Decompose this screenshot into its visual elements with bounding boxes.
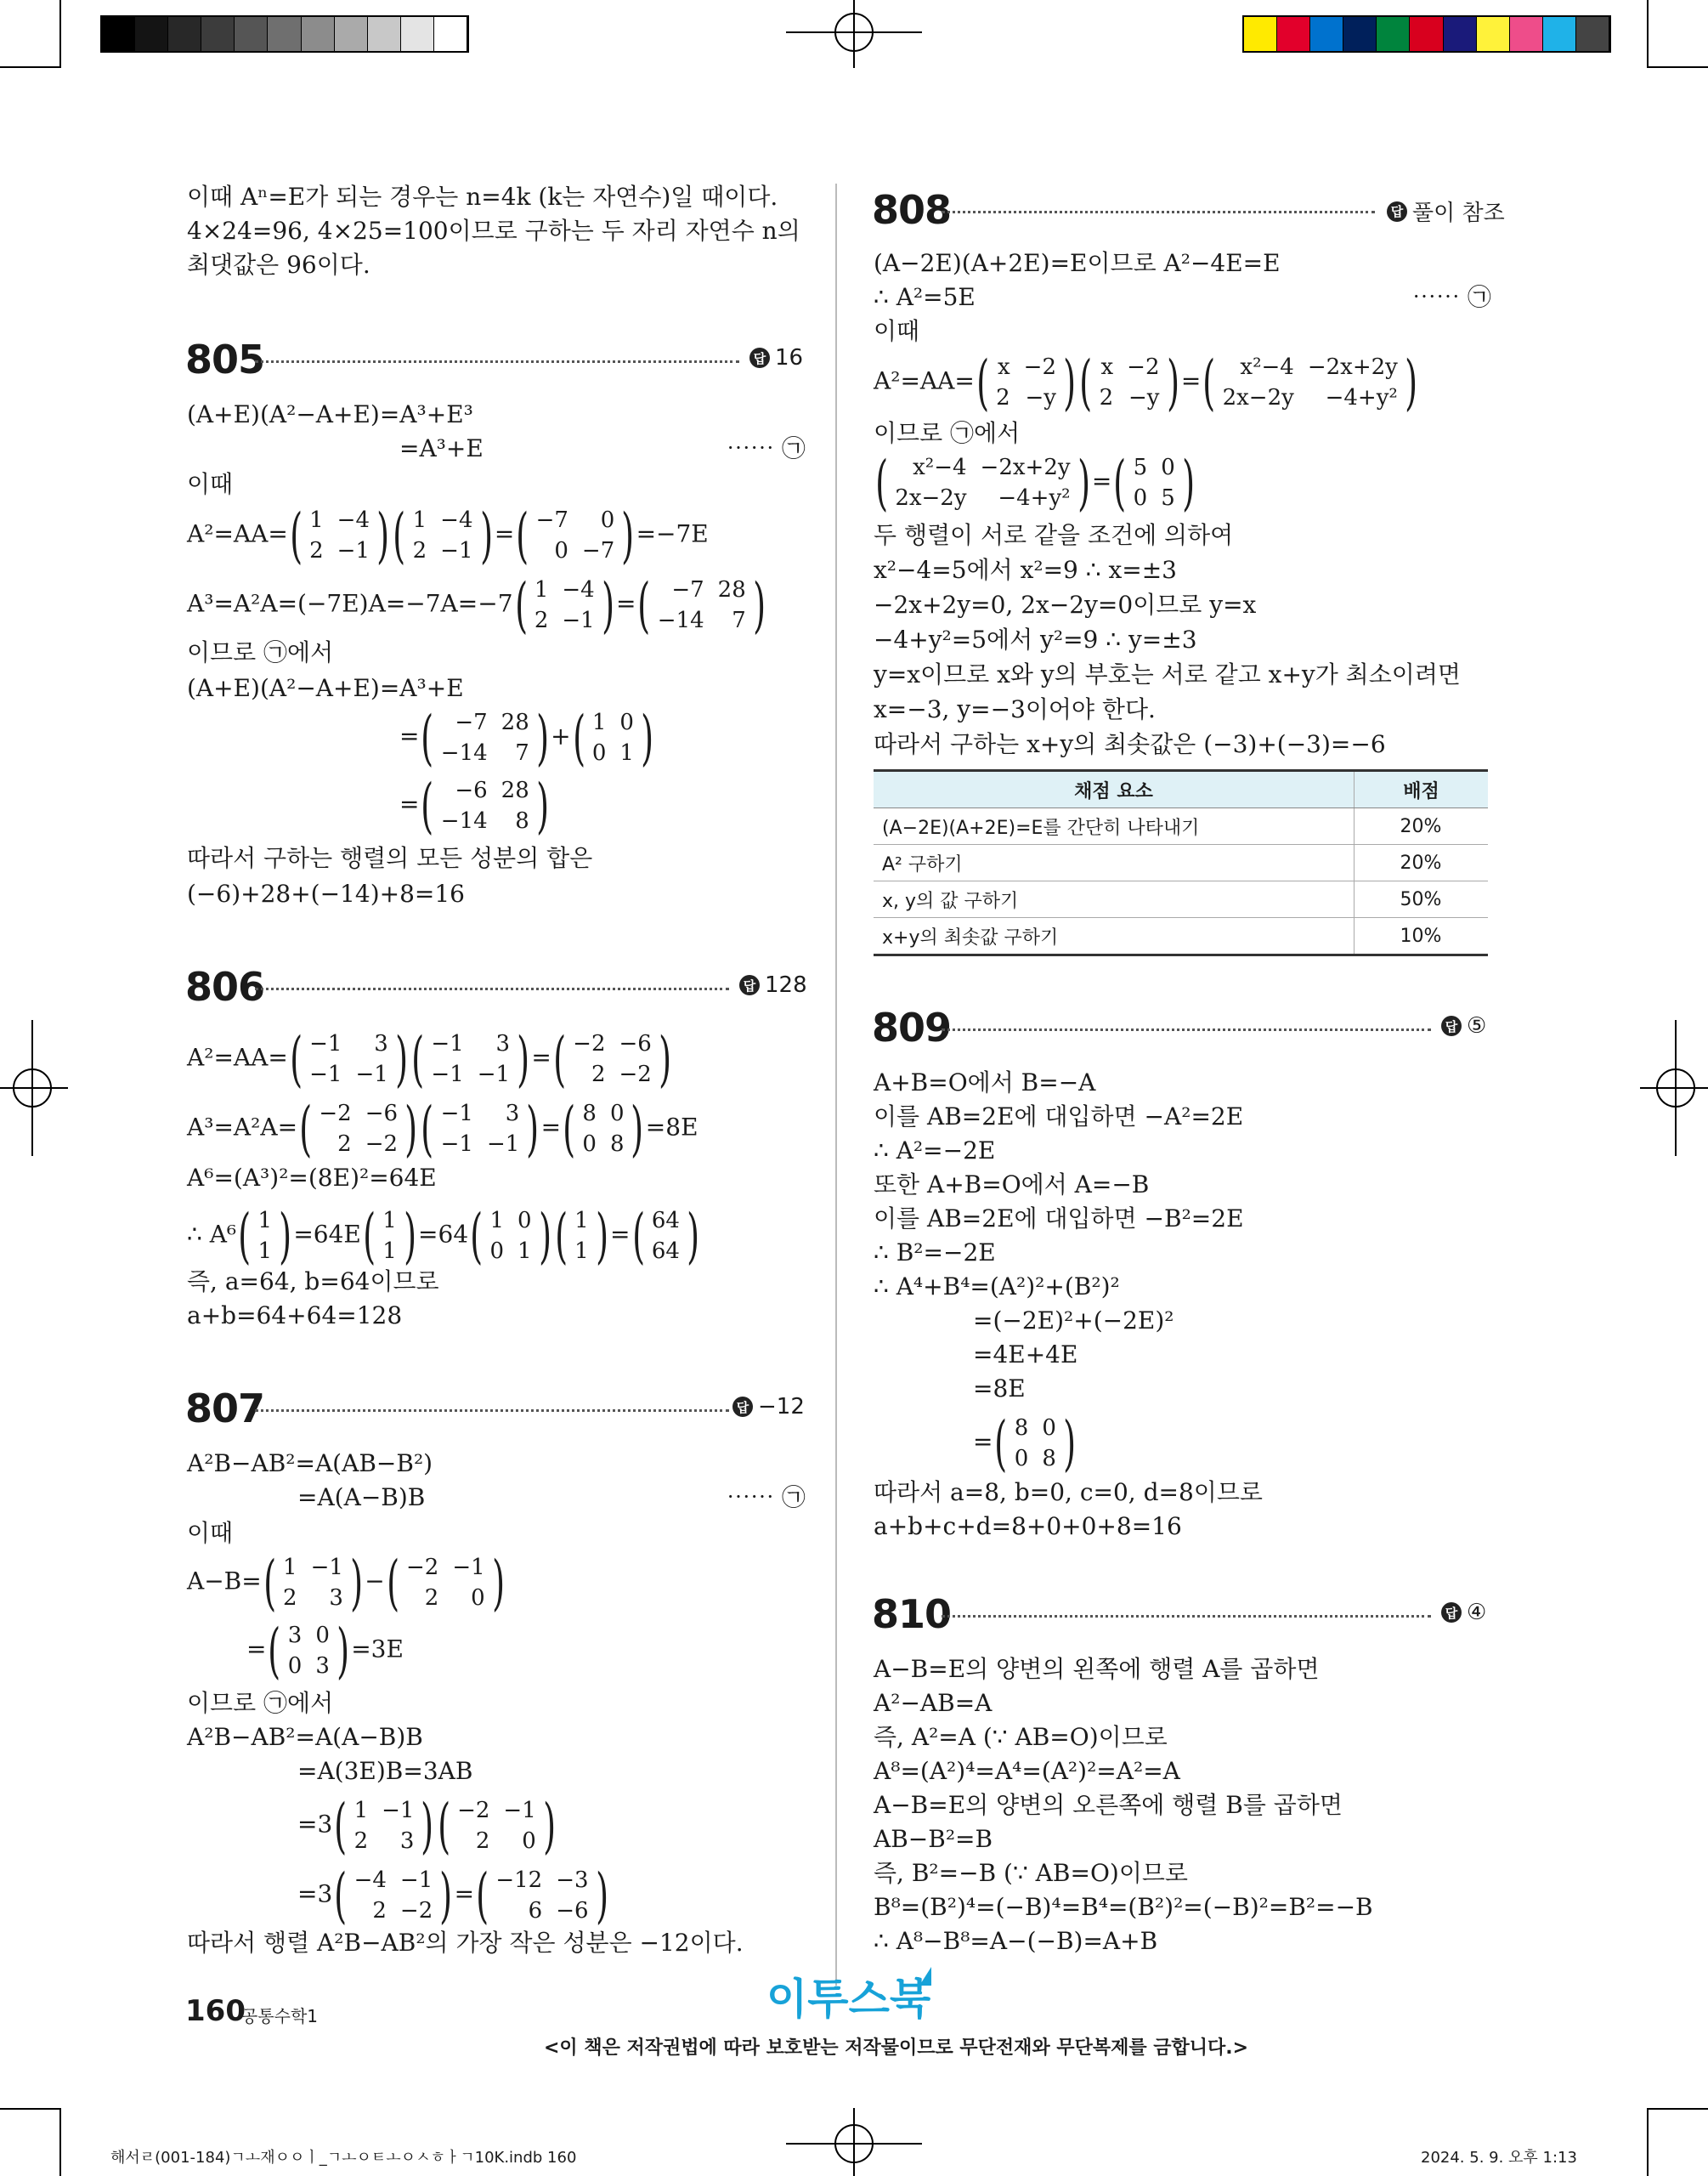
matrix: ( 1 −4 2 −1 ) bbox=[514, 570, 614, 640]
color-swatch bbox=[235, 17, 268, 51]
q808-eq-a2: A²=AA= ( x −2 2 −y ) ( x −2 2 −y ) = ( x²−4 −2x+2y 2x−2y −4+y² ) bbox=[874, 348, 1418, 417]
q810-line-4: A⁸=(A²)⁴=A⁴=(A²)²=A²=A bbox=[874, 1757, 1180, 1785]
q806-eq-a2: A²=AA= ( −1 3 −1 −1 ) ( −1 3 −1 −1 ) = ( −2 −6 2 −2 ) bbox=[187, 1024, 671, 1094]
question-number-808: 808 bbox=[872, 187, 952, 233]
matrix: ( −7 28 −14 7 ) bbox=[637, 570, 766, 640]
q807-line-3: 이때 bbox=[187, 1519, 234, 1547]
q807-line-2: =A(A−B)B bbox=[297, 1483, 426, 1511]
table-row: x, y의 값 구하기 50% bbox=[874, 881, 1488, 918]
color-swatch bbox=[1444, 17, 1477, 51]
q808-line-5: 이므로 ㉠에서 bbox=[874, 419, 1021, 447]
matrix: ( 1 0 0 1 ) bbox=[470, 1201, 551, 1271]
q806-line-3: A⁶=(A³)²=(8E)²=64E bbox=[187, 1164, 437, 1192]
answer-806 bbox=[739, 972, 807, 998]
column-divider bbox=[835, 184, 837, 1986]
scoring-table bbox=[874, 769, 1488, 956]
q805-eq-sum: = ( −7 28 −14 7 ) + ( 1 0 0 1 ) bbox=[399, 703, 654, 773]
q805-line-7: (A+E)(A²−A+E)=A³+E bbox=[187, 674, 464, 702]
q810-line-3: 즉, A²=A (∵ AB=O)이므로 bbox=[874, 1723, 1168, 1751]
q807-line-8: =A(3E)B=3AB bbox=[297, 1757, 473, 1785]
question-number-809: 809 bbox=[872, 1005, 952, 1051]
scoring-header-criteria: 채점 요소 bbox=[874, 771, 1355, 808]
color-swatch bbox=[1377, 17, 1410, 51]
matrix: ( 1 −1 2 3 ) bbox=[263, 1548, 364, 1618]
matrix: ( −1 3 −1 −1 ) bbox=[411, 1024, 530, 1094]
logo-flag-icon bbox=[919, 1967, 931, 1986]
q809-line-11: a+b+c+d=8+0+0+8=16 bbox=[874, 1512, 1182, 1540]
q806-eq-a6: ∴ A⁶ ( 1 1 ) =64E ( 1 1 ) =64 ( 1 0 0 1 ) ( 1 1 ) = ( 64 64 ) bbox=[187, 1201, 700, 1271]
intro-line-3: 최댓값은 96이다. bbox=[187, 251, 370, 279]
table-row: (A−2E)(A+2E)=E를 간단히 나타내기 20% bbox=[874, 808, 1488, 845]
q807-line-11: 따라서 행렬 A²B−AB²의 가장 작은 성분은 −12이다. bbox=[187, 1929, 744, 1957]
q805-mark: ⋯⋯ ㉠ bbox=[727, 434, 806, 462]
color-swatch bbox=[1343, 17, 1377, 51]
q808-line-2: ∴ A²=5E bbox=[874, 283, 976, 311]
matrix: ( −2 −6 2 −2 ) bbox=[299, 1094, 418, 1164]
color-swatch bbox=[1576, 17, 1609, 51]
question-number-806: 806 bbox=[185, 964, 265, 1010]
table-row: x+y의 최솟값 구하기 10% bbox=[874, 918, 1488, 955]
question-number-807: 807 bbox=[185, 1386, 265, 1431]
q806-eq-a3: A³=A²A= ( −2 −6 2 −2 ) ( −1 3 −1 −1 ) = ( 8 0 0 8 ) =8E bbox=[187, 1094, 698, 1164]
color-swatch bbox=[1244, 17, 1277, 51]
matrix: ( −1 3 −1 −1 ) bbox=[289, 1024, 408, 1094]
matrix: ( 8 0 0 8 ) bbox=[994, 1408, 1077, 1478]
q809-cont-3: =8E bbox=[973, 1374, 1026, 1402]
q805-line-8: 따라서 구하는 행렬의 모든 성분의 합은 bbox=[187, 844, 593, 872]
color-swatch bbox=[1277, 17, 1310, 51]
answer-807 bbox=[732, 1394, 805, 1420]
color-swatch bbox=[1310, 17, 1343, 51]
q808-line-13: 따라서 구하는 x+y의 최솟값은 (−3)+(−3)=−6 bbox=[874, 730, 1386, 758]
q805-eq-a3: A³=A²A=(−7E)A=−7A=−7 ( 1 −4 2 −1 ) = ( −7 28 −14 7 ) bbox=[187, 570, 766, 640]
answer-badge-icon: 답 bbox=[1441, 1016, 1462, 1036]
answer-badge-icon: 답 bbox=[1387, 201, 1407, 222]
q809-line-7: ∴ A⁴+B⁴=(A²)²+(B²)² bbox=[874, 1272, 1120, 1300]
color-swatch bbox=[102, 17, 135, 51]
answer-809-value: ⑤ bbox=[1467, 1013, 1487, 1039]
matrix: ( −2 −1 2 0 ) bbox=[386, 1548, 505, 1618]
q807-eq-3e: = ( 3 0 0 3 ) =3E bbox=[246, 1616, 404, 1686]
q808-line-12: x=−3, y=−3이어야 한다. bbox=[874, 695, 1156, 723]
matrix: ( x²−4 −2x+2y 2x−2y −4+y² ) bbox=[1202, 348, 1418, 417]
color-swatch bbox=[302, 17, 335, 51]
q807-eq-result: =3 ( −4 −1 2 −2 ) = ( −12 −3 6 −6 ) bbox=[297, 1861, 608, 1930]
color-swatch bbox=[1477, 17, 1510, 51]
q805-line-9: (−6)+28+(−14)+8=16 bbox=[187, 880, 465, 908]
book-title: 공통수학1 bbox=[241, 2006, 319, 2026]
matrix: ( 1 −4 2 −1 ) bbox=[393, 501, 493, 570]
matrix: ( x²−4 −2x+2y 2x−2y −4+y² ) bbox=[875, 448, 1090, 518]
registration-mark-left-icon bbox=[0, 1020, 68, 1156]
q807-mark: ⋯⋯ ㉠ bbox=[727, 1483, 806, 1511]
table-row: A² 구하기 20% bbox=[874, 845, 1488, 881]
q807-eq-product: =3 ( 1 −1 2 3 ) ( −2 −1 2 0 ) bbox=[297, 1791, 556, 1861]
scoring-header-points: 배점 bbox=[1355, 771, 1489, 808]
q805-line-3: 이때 bbox=[187, 470, 234, 498]
intro-line-1: 이때 Aⁿ=E가 되는 경우는 n=4k (k는 자연수)일 때이다. bbox=[187, 183, 778, 211]
matrix: ( 3 0 0 3 ) bbox=[268, 1616, 350, 1686]
dotted-leader bbox=[942, 1615, 1431, 1618]
q805-line-1: (A+E)(A²−A+E)=A³+E³ bbox=[187, 400, 473, 428]
answer-badge-icon: 답 bbox=[739, 975, 760, 995]
q808-line-8: x²−4=5에서 x²=9 ∴ x=±3 bbox=[874, 556, 1177, 584]
dotted-leader bbox=[255, 988, 729, 990]
color-swatch bbox=[1510, 17, 1543, 51]
q807-eq-diff: A−B= ( 1 −1 2 3 ) − ( −2 −1 2 0 ) bbox=[187, 1548, 505, 1618]
q809-line-10: 따라서 a=8, b=0, c=0, d=8이므로 bbox=[874, 1478, 1263, 1506]
answer-807-value: −12 bbox=[758, 1394, 805, 1420]
copyright-notice: <이 책은 저작권법에 따라 보호받는 저작물이므로 무단전재와 무단복제를 금합니다.> bbox=[544, 2037, 1249, 2059]
q807-line-7: A²B−AB²=A(A−B)B bbox=[187, 1723, 423, 1751]
process-color-bar bbox=[1242, 15, 1611, 53]
answer-badge-icon: 답 bbox=[1441, 1602, 1462, 1623]
q810-line-7: 즉, B²=−B (∵ AB=O)이므로 bbox=[874, 1859, 1188, 1887]
matrix: ( −7 28 −14 7 ) bbox=[421, 703, 549, 773]
matrix: ( 1 −4 2 −1 ) bbox=[289, 501, 390, 570]
matrix: ( −2 −1 2 0 ) bbox=[437, 1791, 556, 1861]
color-swatch bbox=[335, 17, 368, 51]
q809-cont-2: =4E+4E bbox=[973, 1340, 1078, 1368]
matrix: ( −6 28 −14 8 ) bbox=[421, 771, 549, 841]
q808-eq-5e: ( x²−4 −2x+2y 2x−2y −4+y² ) = ( 5 0 0 5 ) bbox=[875, 448, 1195, 518]
q810-line-6: AB−B²=B bbox=[874, 1825, 993, 1853]
color-swatch bbox=[1410, 17, 1443, 51]
matrix: ( −12 −3 6 −6 ) bbox=[476, 1861, 608, 1930]
color-swatch bbox=[401, 17, 434, 51]
q809-eq-matrix: = ( 8 0 0 8 ) bbox=[973, 1408, 1077, 1478]
publisher-logo: 이투스북 bbox=[766, 1975, 931, 2024]
q808-line-3: 이때 bbox=[874, 317, 920, 345]
answer-806-value: 128 bbox=[765, 972, 807, 998]
file-name: 해서ㄹ(001-184)ㄱㅗ재ㅇㅇㅣ_ㄱㅗㅇㅌㅗㅇㅅㅎㅏㄱ10K.indb 160 bbox=[110, 2149, 577, 2167]
dotted-leader bbox=[942, 1028, 1431, 1031]
dotted-leader bbox=[942, 211, 1375, 213]
q810-line-5: A−B=E의 양변의 오른쪽에 행렬 B를 곱하면 bbox=[874, 1791, 1343, 1819]
q807-line-6: 이므로 ㉠에서 bbox=[187, 1689, 334, 1717]
q808-line-11: y=x이므로 x와 y의 부호는 서로 같고 x+y가 최소이려면 bbox=[874, 660, 1461, 688]
page-number: 160 bbox=[185, 1994, 246, 2028]
q810-line-9: ∴ A⁸−B⁸=A−(−B)=A+B bbox=[874, 1927, 1158, 1955]
intro-line-2: 4×24=96, 4×25=100이므로 구하는 두 자리 자연수 n의 bbox=[187, 217, 800, 245]
dotted-leader bbox=[255, 360, 739, 363]
q809-line-1: A+B=O에서 B=−A bbox=[874, 1068, 1096, 1096]
matrix: ( x −2 2 −y ) bbox=[976, 348, 1077, 417]
color-swatch bbox=[268, 17, 301, 51]
matrix: ( x −2 2 −y ) bbox=[1079, 348, 1179, 417]
registration-mark-bottom-icon bbox=[786, 2108, 922, 2176]
q809-line-6: ∴ B²=−2E bbox=[874, 1238, 996, 1266]
q808-line-9: −2x+2y=0, 2x−2y=0이므로 y=x bbox=[874, 591, 1257, 619]
matrix: ( 1 −1 2 3 ) bbox=[334, 1791, 434, 1861]
q808-line-7: 두 행렬이 서로 같을 조건에 의하여 bbox=[874, 521, 1234, 549]
matrix: ( 64 64 ) bbox=[631, 1201, 700, 1271]
answer-809 bbox=[1441, 1013, 1486, 1039]
q806-line-5: 즉, a=64, b=64이므로 bbox=[187, 1267, 439, 1295]
answer-810 bbox=[1441, 1600, 1486, 1625]
q810-line-2: A²−AB=A bbox=[874, 1689, 993, 1717]
matrix: ( −1 3 −1 −1 ) bbox=[421, 1094, 540, 1164]
q805-eq-a2: A²=AA= ( 1 −4 2 −1 ) ( 1 −4 2 −1 ) = ( −7 0 0 −7 ) =−7E bbox=[187, 501, 709, 570]
matrix: ( 8 0 0 8 ) bbox=[563, 1094, 644, 1164]
color-swatch bbox=[434, 17, 467, 51]
color-swatch bbox=[135, 17, 168, 51]
matrix: ( 1 1 ) bbox=[555, 1201, 608, 1271]
answer-badge-icon: 답 bbox=[732, 1397, 753, 1417]
q809-line-5: 이를 AB=2E에 대입하면 −B²=2E bbox=[874, 1204, 1244, 1232]
answer-808 bbox=[1387, 196, 1505, 227]
q807-line-1: A²B−AB²=A(AB−B²) bbox=[187, 1449, 433, 1477]
registration-mark-top-icon bbox=[786, 0, 922, 68]
question-number-810: 810 bbox=[872, 1591, 952, 1637]
q810-line-1: A−B=E의 양변의 왼쪽에 행렬 A를 곱하면 bbox=[874, 1655, 1320, 1683]
q805-line-6: 이므로 ㉠에서 bbox=[187, 638, 334, 666]
answer-badge-icon: 답 bbox=[749, 348, 770, 368]
q809-line-2: 이를 AB=2E에 대입하면 −A²=2E bbox=[874, 1102, 1244, 1130]
q808-line-1: (A−2E)(A+2E)=E이므로 A²−4E=E bbox=[874, 249, 1281, 277]
answer-810-value: ④ bbox=[1467, 1600, 1487, 1625]
matrix: ( −7 0 0 −7 ) bbox=[516, 501, 635, 570]
answer-808-value: 풀이 참조 bbox=[1412, 201, 1505, 226]
matrix: ( 1 0 0 1 ) bbox=[572, 703, 654, 773]
answer-805-value: 16 bbox=[775, 345, 804, 371]
registration-mark-right-icon bbox=[1640, 1020, 1708, 1156]
print-date: 2024. 5. 9. 오후 1:13 bbox=[1421, 2149, 1577, 2167]
q809-line-4: 또한 A+B=O에서 A=−B bbox=[874, 1170, 1150, 1198]
color-swatch bbox=[201, 17, 235, 51]
q808-mark: ⋯⋯ ㉠ bbox=[1412, 283, 1491, 311]
q806-line-6: a+b=64+64=128 bbox=[187, 1301, 403, 1329]
grayscale-bar bbox=[100, 15, 469, 53]
color-swatch bbox=[368, 17, 401, 51]
q808-line-10: −4+y²=5에서 y²=9 ∴ y=±3 bbox=[874, 626, 1197, 654]
matrix: ( −2 −6 2 −2 ) bbox=[552, 1024, 671, 1094]
q805-eq-result: = ( −6 28 −14 8 ) bbox=[399, 771, 549, 841]
q810-line-8: B⁸=(B²)⁴=(−B)⁴=B⁴=(B²)²=(−B)²=B²=−B bbox=[874, 1893, 1373, 1921]
answer-805 bbox=[749, 345, 803, 371]
question-number-805: 805 bbox=[185, 337, 265, 382]
q809-line-3: ∴ A²=−2E bbox=[874, 1136, 996, 1164]
matrix: ( 5 0 0 5 ) bbox=[1113, 448, 1195, 518]
q805-line-2: =A³+E bbox=[399, 434, 484, 462]
matrix: ( 1 1 ) bbox=[363, 1201, 416, 1271]
matrix: ( 1 1 ) bbox=[238, 1201, 292, 1271]
color-swatch bbox=[1543, 17, 1576, 51]
color-swatch bbox=[168, 17, 201, 51]
matrix: ( −4 −1 2 −2 ) bbox=[334, 1861, 453, 1930]
dotted-leader bbox=[255, 1409, 729, 1412]
q809-cont-1: =(−2E)²+(−2E)² bbox=[973, 1306, 1174, 1334]
